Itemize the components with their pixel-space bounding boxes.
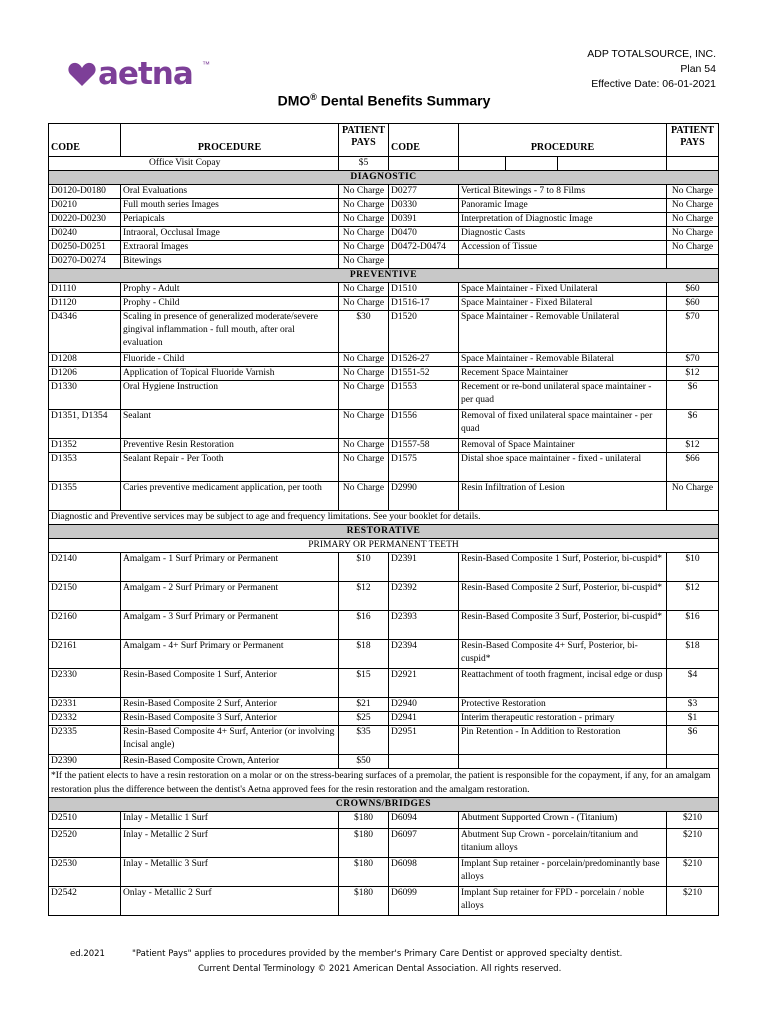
procedure-name: Scaling in presence of generalized moderate/severe gingival inflammation - full mouth, after oral evaluation	[121, 311, 339, 353]
benefits-table	[48, 123, 719, 916]
procedure-name: Resin-Based Composite 2 Surf, Anterior	[121, 698, 339, 712]
patient-pays: $25	[339, 712, 389, 726]
header-code: CODE	[49, 124, 121, 157]
procedure-code: D1526-27	[389, 353, 459, 367]
procedure-code	[389, 755, 459, 769]
procedure-name: Sealant	[121, 410, 339, 439]
procedure-code: D2390	[49, 755, 121, 769]
procedure-code: D2941	[389, 712, 459, 726]
patient-pays: $3	[667, 698, 719, 712]
header-patient-pays-2: PATIENT PAYS	[667, 124, 719, 157]
procedure-code: D6094	[389, 812, 459, 829]
procedure-name: Resin-Based Composite 2 Surf, Posterior, bi-cuspid*	[459, 582, 667, 611]
procedure-name: Prophy - Child	[121, 297, 339, 311]
header-patient-pays: PATIENT PAYS	[339, 124, 389, 157]
patient-pays: $16	[339, 611, 389, 640]
procedure-code: D4346	[49, 311, 121, 353]
procedure-code: D2161	[49, 640, 121, 669]
procedure-name: Resin-Based Composite 4+ Surf, Posterior, bi-cuspid*	[459, 640, 667, 669]
section-header-preventive	[49, 269, 719, 283]
patient-pays: $180	[339, 858, 389, 887]
procedure-code: D2335	[49, 726, 121, 755]
procedure-code: D2510	[49, 812, 121, 829]
procedure-name	[459, 255, 667, 269]
procedure-name: Removal of fixed unilateral space maintainer - per quad	[459, 410, 667, 439]
table-row	[49, 283, 719, 297]
procedure-name: Abutment Sup Crown - porcelain/titanium and titanium alloys	[459, 829, 667, 858]
table-row	[49, 712, 719, 726]
procedure-name: Amalgam - 4+ Surf Primary or Permanent	[121, 640, 339, 669]
procedure-name: Panoramic Image	[459, 199, 667, 213]
section-header-diagnostic	[49, 171, 719, 185]
section-title: DIAGNOSTIC	[49, 171, 719, 185]
patient-pays: $21	[339, 698, 389, 712]
header-procedure: PROCEDURE	[121, 124, 339, 157]
procedure-code: D1520	[389, 311, 459, 353]
procedure-code: D1353	[49, 453, 121, 482]
procedure-code: D0470	[389, 227, 459, 241]
procedure-name	[459, 755, 667, 769]
patient-pays: No Charge	[339, 241, 389, 255]
table-row	[49, 185, 719, 199]
empty-cell	[389, 157, 459, 171]
procedure-name: Protective Restoration	[459, 698, 667, 712]
patient-pays: No Charge	[667, 213, 719, 227]
procedure-code: D2520	[49, 829, 121, 858]
procedure-name: Space Maintainer - Fixed Bilateral	[459, 297, 667, 311]
section-header-restorative	[49, 525, 719, 539]
procedure-code: D1330	[49, 381, 121, 410]
procedure-name: Resin Infiltration of Lesion	[459, 482, 667, 511]
patient-pays: $66	[667, 453, 719, 482]
patient-pays: $1	[667, 712, 719, 726]
patient-pays: No Charge	[339, 367, 389, 381]
procedure-code: D1556	[389, 410, 459, 439]
table-row	[49, 887, 719, 916]
table-row	[49, 410, 719, 439]
restorative-note-row	[49, 769, 719, 798]
patient-pays: $180	[339, 829, 389, 858]
table-row	[49, 311, 719, 353]
procedure-code: D1208	[49, 353, 121, 367]
patient-pays: $6	[667, 381, 719, 410]
table-row	[49, 611, 719, 640]
procedure-code: D2140	[49, 553, 121, 582]
procedure-code: D2150	[49, 582, 121, 611]
table-row	[49, 439, 719, 453]
procedure-name: Resin-Based Composite 4+ Surf, Anterior (or involving Incisal angle)	[121, 726, 339, 755]
procedure-name: Onlay - Metallic 2 Surf	[121, 887, 339, 916]
patient-pays: No Charge	[339, 213, 389, 227]
footer-copyright: Current Dental Terminology © 2021 American Dental Association. All rights reserved.	[198, 964, 562, 974]
procedure-name: Oral Evaluations	[121, 185, 339, 199]
preventive-note-row	[49, 511, 719, 525]
office-visit-label: Office Visit Copay	[149, 158, 221, 168]
page-title: DMO® Dental Benefits Summary	[277, 92, 491, 109]
procedure-name: Reattachment of tooth fragment, incisal edge or dusp	[459, 669, 667, 698]
procedure-name: Bitewings	[121, 255, 339, 269]
procedure-name: Interpretation of Diagnostic Image	[459, 213, 667, 227]
company-name: ADP TOTALSOURCE, INC.	[587, 48, 716, 60]
empty-cell	[558, 157, 667, 171]
patient-pays: $210	[667, 887, 719, 916]
procedure-name: Resin-Based Composite 3 Surf, Posterior, bi-cuspid*	[459, 611, 667, 640]
table-row	[49, 698, 719, 712]
patient-pays: No Charge	[339, 283, 389, 297]
patient-pays: $180	[339, 887, 389, 916]
table-row	[49, 199, 719, 213]
procedure-code: D1516-17	[389, 297, 459, 311]
table-row	[49, 582, 719, 611]
procedure-name: Caries preventive medicament application, per tooth	[121, 482, 339, 511]
procedure-name: Pin Retention - In Addition to Restoration	[459, 726, 667, 755]
patient-pays: No Charge	[339, 255, 389, 269]
procedure-code: D0391	[389, 213, 459, 227]
patient-pays: $210	[667, 812, 719, 829]
company-info	[587, 47, 716, 92]
procedure-code: D2542	[49, 887, 121, 916]
procedure-name: Sealant Repair - Per Tooth	[121, 453, 339, 482]
procedure-code: D6097	[389, 829, 459, 858]
table-row	[49, 227, 719, 241]
procedure-code: D2530	[49, 858, 121, 887]
table-row	[49, 640, 719, 669]
procedure-code: D6099	[389, 887, 459, 916]
patient-pays: $70	[667, 311, 719, 353]
patient-pays: No Charge	[339, 185, 389, 199]
patient-pays: $30	[339, 311, 389, 353]
procedure-name: Implant Sup retainer for FPD - porcelain / noble alloys	[459, 887, 667, 916]
plan-number: Plan 54	[680, 63, 716, 75]
procedure-name: Amalgam - 3 Surf Primary or Permanent	[121, 611, 339, 640]
procedure-code: D1575	[389, 453, 459, 482]
patient-pays: No Charge	[339, 482, 389, 511]
procedure-name: Extraoral Images	[121, 241, 339, 255]
footer-patient-pays-note: "Patient Pays" applies to procedures provided by the member's Primary Care Dentist or approved specialty dentist.	[132, 949, 623, 959]
edition-label: ed.2021	[70, 949, 105, 959]
procedure-name: Amalgam - 1 Surf Primary or Permanent	[121, 553, 339, 582]
procedure-code: D1553	[389, 381, 459, 410]
patient-pays: No Charge	[339, 439, 389, 453]
patient-pays: No Charge	[667, 227, 719, 241]
procedure-name: Space Maintainer - Removable Bilateral	[459, 353, 667, 367]
procedure-code	[389, 255, 459, 269]
patient-pays: $70	[667, 353, 719, 367]
table-row	[49, 367, 719, 381]
procedure-name: Full mouth series Images	[121, 199, 339, 213]
patient-pays: $210	[667, 858, 719, 887]
empty-cell	[506, 157, 558, 171]
logo-trademark: ™	[202, 60, 210, 69]
procedure-name: Vertical Bitewings - 7 to 8 Films	[459, 185, 667, 199]
procedure-code: D0250-D0251	[49, 241, 121, 255]
table-row	[49, 669, 719, 698]
procedure-code: D0277	[389, 185, 459, 199]
patient-pays: $6	[667, 410, 719, 439]
empty-cell	[459, 157, 506, 171]
procedure-name: Amalgam - 2 Surf Primary or Permanent	[121, 582, 339, 611]
patient-pays: No Charge	[667, 199, 719, 213]
procedure-name: Resin-Based Composite Crown, Anterior	[121, 755, 339, 769]
procedure-code: D2160	[49, 611, 121, 640]
procedure-code: D2990	[389, 482, 459, 511]
table-row	[49, 381, 719, 410]
procedure-name: Interim therapeutic restoration - primary	[459, 712, 667, 726]
patient-pays: $210	[667, 829, 719, 858]
procedure-name: Implant Sup retainer - porcelain/predominantly base alloys	[459, 858, 667, 887]
table-header-row	[49, 124, 719, 157]
procedure-name: Resin-Based Composite 3 Surf, Anterior	[121, 712, 339, 726]
procedure-code: D1110	[49, 283, 121, 297]
table-row	[49, 297, 719, 311]
procedure-code: D1551-52	[389, 367, 459, 381]
empty-cell	[667, 157, 719, 171]
procedure-name: Inlay - Metallic 2 Surf	[121, 829, 339, 858]
patient-pays: $18	[667, 640, 719, 669]
patient-pays	[667, 255, 719, 269]
heart-icon	[68, 62, 96, 88]
patient-pays: No Charge	[339, 297, 389, 311]
patient-pays: No Charge	[339, 199, 389, 213]
table-row	[49, 255, 719, 269]
patient-pays: $12	[667, 582, 719, 611]
patient-pays: No Charge	[667, 185, 719, 199]
table-row	[49, 353, 719, 367]
table-row	[49, 829, 719, 858]
procedure-code: D2394	[389, 640, 459, 669]
office-visit-pay: $5	[339, 157, 389, 171]
procedure-name: Space Maintainer - Removable Unilateral	[459, 311, 667, 353]
patient-pays: No Charge	[339, 410, 389, 439]
procedure-name: Intraoral, Occlusal Image	[121, 227, 339, 241]
procedure-code: D1206	[49, 367, 121, 381]
table-row	[49, 482, 719, 511]
patient-pays: $18	[339, 640, 389, 669]
patient-pays: No Charge	[339, 353, 389, 367]
table-row	[49, 812, 719, 829]
procedure-name: Accession of Tissue	[459, 241, 667, 255]
procedure-code: D0472-D0474	[389, 241, 459, 255]
patient-pays: $15	[339, 669, 389, 698]
procedure-code: D2393	[389, 611, 459, 640]
procedure-code: D0270-D0274	[49, 255, 121, 269]
procedure-name: Diagnostic Casts	[459, 227, 667, 241]
procedure-name: Space Maintainer - Fixed Unilateral	[459, 283, 667, 297]
section-title: PREVENTIVE	[49, 269, 719, 283]
patient-pays: No Charge	[667, 482, 719, 511]
table-row	[49, 213, 719, 227]
header-code-2: CODE	[389, 124, 459, 157]
header-procedure-2: PROCEDURE	[459, 124, 667, 157]
procedure-code: D2331	[49, 698, 121, 712]
section-header-crowns	[49, 798, 719, 812]
section-title: CROWNS/BRIDGES	[49, 798, 719, 812]
procedure-name: Inlay - Metallic 1 Surf	[121, 812, 339, 829]
patient-pays: $50	[339, 755, 389, 769]
office-visit-row	[49, 157, 719, 171]
table-row	[49, 755, 719, 769]
procedure-code: D2330	[49, 669, 121, 698]
patient-pays: $16	[667, 611, 719, 640]
patient-pays: $6	[667, 726, 719, 755]
procedure-name: Recement Space Maintainer	[459, 367, 667, 381]
procedure-name: Resin-Based Composite 1 Surf, Posterior, bi-cuspid*	[459, 553, 667, 582]
subsection-title: PRIMARY OR PERMANENT TEETH	[49, 539, 719, 553]
procedure-name: Inlay - Metallic 3 Surf	[121, 858, 339, 887]
procedure-code: D1120	[49, 297, 121, 311]
procedure-name: Prophy - Adult	[121, 283, 339, 297]
procedure-code: D0330	[389, 199, 459, 213]
section-title: RESTORATIVE	[49, 525, 719, 539]
patient-pays	[667, 755, 719, 769]
procedure-name: Periapicals	[121, 213, 339, 227]
procedure-code: D1557-58	[389, 439, 459, 453]
procedure-name: Abutment Supported Crown - (Titanium)	[459, 812, 667, 829]
patient-pays: $10	[339, 553, 389, 582]
patient-pays: $12	[667, 439, 719, 453]
patient-pays: $60	[667, 283, 719, 297]
procedure-code: D2332	[49, 712, 121, 726]
subsection-row	[49, 539, 719, 553]
procedure-name: Preventive Resin Restoration	[121, 439, 339, 453]
procedure-code: D2921	[389, 669, 459, 698]
procedure-code: D2940	[389, 698, 459, 712]
procedure-name: Distal shoe space maintainer - fixed - unilateral	[459, 453, 667, 482]
patient-pays: $35	[339, 726, 389, 755]
patient-pays: No Charge	[339, 453, 389, 482]
procedure-name: Recement or re-bond unilateral space maintainer - per quad	[459, 381, 667, 410]
patient-pays: No Charge	[667, 241, 719, 255]
patient-pays: $4	[667, 669, 719, 698]
patient-pays: $12	[339, 582, 389, 611]
procedure-code: D1510	[389, 283, 459, 297]
table-row	[49, 553, 719, 582]
patient-pays: No Charge	[339, 381, 389, 410]
procedure-code: D2392	[389, 582, 459, 611]
procedure-code: D1355	[49, 482, 121, 511]
procedure-code: D1352	[49, 439, 121, 453]
table-row	[49, 726, 719, 755]
patient-pays: $180	[339, 812, 389, 829]
patient-pays: $12	[667, 367, 719, 381]
procedure-code: D1351, D1354	[49, 410, 121, 439]
procedure-code: D2391	[389, 553, 459, 582]
procedure-code: D0240	[49, 227, 121, 241]
table-row	[49, 858, 719, 887]
procedure-name: Application of Topical Fluoride Varnish	[121, 367, 339, 381]
preventive-note: Diagnostic and Preventive services may be subject to age and frequency limitations. See your booklet for details.	[49, 511, 719, 525]
patient-pays: $60	[667, 297, 719, 311]
table-row	[49, 241, 719, 255]
procedure-name: Resin-Based Composite 1 Surf, Anterior	[121, 669, 339, 698]
procedure-code: D6098	[389, 858, 459, 887]
logo-wordmark: aetna	[98, 56, 193, 92]
restorative-note: *If the patient elects to have a resin restoration on a molar or on the stress-bearing surfaces of a premolar, the patient is responsible for the copayment, if any, for an amalgam restoration plus the difference between the dentist's Aetna approved fees for the resin restoration and the amalgam restoration.	[49, 769, 719, 798]
patient-pays: $10	[667, 553, 719, 582]
procedure-code: D0210	[49, 199, 121, 213]
procedure-code: D0220-D0230	[49, 213, 121, 227]
table-row	[49, 453, 719, 482]
effective-date: Effective Date: 06-01-2021	[591, 78, 716, 90]
procedure-code: D0120-D0180	[49, 185, 121, 199]
procedure-code: D2951	[389, 726, 459, 755]
aetna-logo	[68, 56, 218, 92]
procedure-name: Fluoride - Child	[121, 353, 339, 367]
procedure-name: Oral Hygiene Instruction	[121, 381, 339, 410]
office-spacer	[49, 157, 339, 171]
procedure-name: Removal of Space Maintainer	[459, 439, 667, 453]
patient-pays: No Charge	[339, 227, 389, 241]
